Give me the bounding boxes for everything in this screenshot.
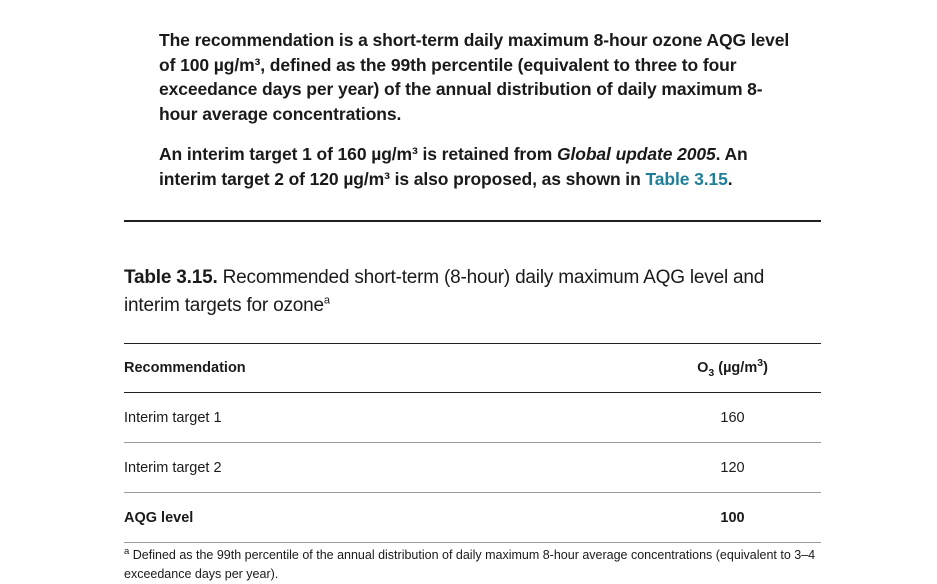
table-header-ozone-concentration [644,344,821,393]
table-row [124,393,821,443]
recommendation-p1-unit: µg/m³ [213,54,261,75]
recommendation-p2-part5: . [727,168,733,189]
table-header-recommendation: Recommendation [124,344,644,393]
header-unit-open: (µg/m [714,360,758,376]
table-caption [124,264,824,320]
recommendation-p1-part1: The recommendation is a short-term daily maximum 8-hour ozone AQG level of 100 [159,30,790,75]
table-footnote [124,546,824,584]
recommendation-p1-part2: , defined as the 99th percentile (equivalent to three to four exceedance days per year) of the annual distribution of daily maximum 8-hour average concentrations. [159,54,763,124]
row-label-aqg-level: AQG level [124,493,644,543]
table-header-row [124,344,821,393]
recommendation-block [159,28,791,192]
row-value-interim-target-1: 160 [644,393,821,443]
row-value-aqg-level: 100 [644,493,821,543]
table-row [124,493,821,543]
recommendation-paragraph-1 [159,28,791,126]
header-o-symbol: O [697,360,709,376]
recommendation-p2-italic-title: Global update 2005 [556,144,716,165]
footnote-text: Defined as the 99th percentile of the annual distribution of daily maximum 8-hour average concentrations (equivalent to 3–4 exceedance days per year). [124,548,816,581]
table-caption-label: Table 3.15. [124,267,218,288]
row-label-interim-target-2: Interim target 2 [124,443,644,493]
recommendation-paragraph-2 [159,142,791,191]
recommendation-p2-part2: is retained from [417,144,557,165]
table-caption-superscript: a [323,294,330,307]
table-row [124,443,821,493]
table-caption-text: Recommended short-term (8-hour) daily maximum AQG level and interim targets for ozone [124,267,765,316]
aqg-levels-table [124,343,821,543]
row-value-interim-target-2: 120 [644,443,821,493]
header-unit-close: ) [763,360,768,376]
recommendation-p2-unit: µg/m³ [371,144,418,165]
section-divider [124,220,821,222]
table-3-15-link[interactable]: Table 3.15 [645,168,728,189]
header-o-subscript: 3 [708,366,715,379]
row-label-interim-target-1: Interim target 1 [124,393,644,443]
header-unit-superscript: 3 [757,357,764,370]
recommendation-p2-part3: . An interim target 2 of 120 [159,144,748,189]
recommendation-p2-part1: An interim target 1 of 160 [159,144,372,165]
recommendation-p2-part4: is also proposed, as shown in [389,168,646,189]
footnote-marker: a [124,545,130,557]
recommendation-p2-unit2: µg/m³ [343,168,390,189]
